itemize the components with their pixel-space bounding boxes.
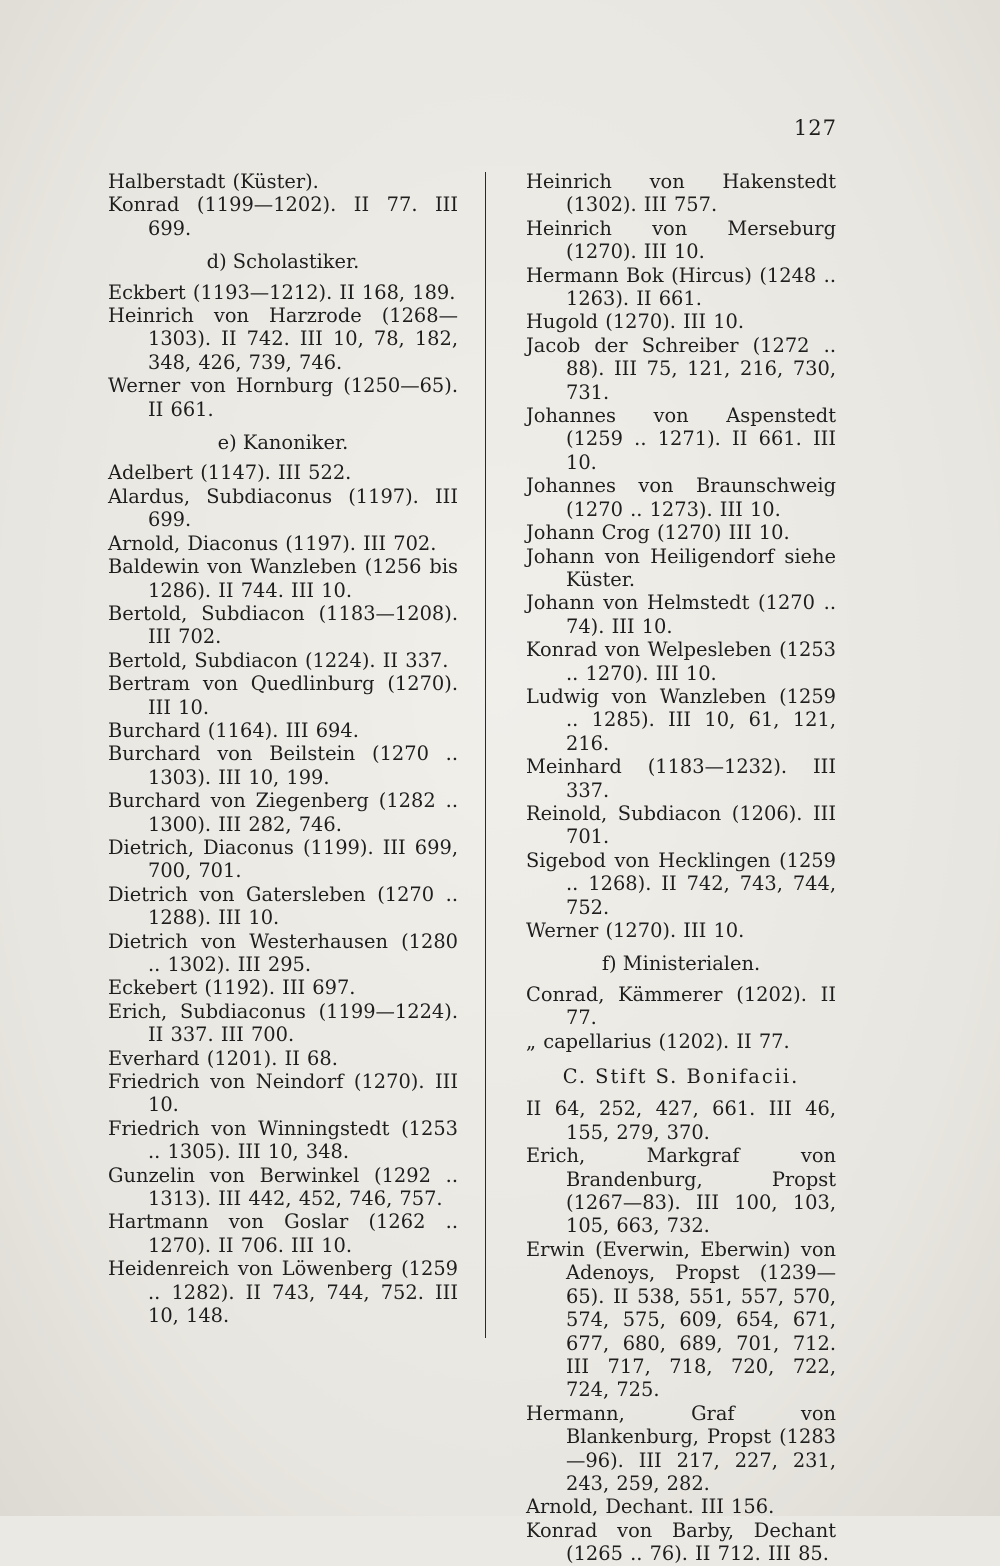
index-entry: Erwin (Everwin, Eberwin) von Adenoys, Propst (1239—65). II 538, 551, 557, 570, 574, 575, 609, 654, 671, 677, 680, 689, 701, 712. III 717, 718, 720, 722, 724, 725. [526,1237,836,1402]
index-entry: Johann von Heiligendorf siehe Küster. [526,544,836,591]
index-entry: Friedrich von Winningstedt (1253 .. 1305). III 10, 348. [108,1116,458,1164]
index-entry: Dietrich von Gatersleben (1270 .. 1288). III 10. [108,882,458,930]
index-entry: Erich, Markgraf von Brandenburg, Propst (1267—83). III 100, 103, 105, 663, 732. [526,1144,836,1238]
index-entry: Hermann Bok (Hircus) (1248 .. 1263). II 661. [526,263,836,311]
index-entry: „ capellarius (1202). II 77. [526,1029,790,1053]
index-entry: Eckbert (1193—1212). II 168, 189. [108,280,456,304]
index-entry: Johann von Helmstedt (1270 .. 74). III 10. [526,591,836,638]
index-entry: Heinrich von Hakenstedt (1302). III 757. [526,170,836,217]
index-entry: Burchard von Beilstein (1270 .. 1303). III 10, 199. [108,742,458,789]
right-column [526,170,836,1566]
index-entry: Everhard (1201). II 68. [108,1046,338,1070]
index-entry: Heinrich von Merseburg (1270). III 10. [526,216,836,264]
index-entry: Johannes von Aspenstedt (1259 .. 1271). II 661. III 10. [526,404,836,474]
index-entry: Arnold, Dechant. III 156. [526,1495,775,1519]
index-entry: Adelbert (1147). III 522. [108,461,352,485]
index-entry: Eckebert (1192). III 697. [108,976,356,1000]
index-entry: Gunzelin von Berwinkel (1292 .. 1313). III 442, 452, 746, 757. [108,1163,458,1211]
index-entry: Arnold, Diaconus (1197). III 702. [108,531,437,555]
index-entry: Bertram von Quedlinburg (1270). III 10. [108,672,458,719]
index-entry: Heinrich von Harzrode (1268—1303). II 742. III 10, 78, 182, 348, 426, 739, 746. [108,304,458,374]
index-entry: Meinhard (1183—1232). III 337. [526,755,836,802]
index-entry: Burchard (1164). III 694. [108,718,359,742]
index-entry: Ludwig von Wanzleben (1259 .. 1285). III 10, 61, 121, 216. [526,684,836,755]
index-entry: Dietrich von Westerhausen (1280 .. 1302). III 295. [108,929,458,976]
index-entry: Bertold, Subdiacon (1224). II 337. [108,648,449,672]
index-entry: II 64, 252, 427, 661. III 46, 155, 279, 370. [526,1097,836,1144]
index-entry: Hermann, Graf von Blankenburg, Propst (1283—96). III 217, 227, 231, 243, 259, 282. [526,1401,836,1495]
index-entry: Jacob der Schreiber (1272 .. 88). III 75, 121, 216, 730, 731. [526,333,836,404]
index-entry: Burchard von Ziegenberg (1282 .. 1300). III 282, 746. [108,789,458,836]
index-entry: Friedrich von Neindorf (1270). III 10. [108,1070,458,1117]
index-entry: Konrad von Barby, Dechant (1265 .. 76). II 712. III 85. [526,1518,836,1566]
section-heading: e) Kanoniker. [217,431,349,455]
index-entry: Hugold (1270). III 10. [526,310,745,334]
index-entry: Werner von Hornburg (1250—65). II 661. [108,374,458,421]
index-entry: Reinold, Subdiacon (1206). III 701. [526,801,836,849]
index-entry: Heidenreich von Löwenberg (1259 .. 1282). II 743, 744, 752. III 10, 148. [108,1257,458,1328]
index-entry: Halberstadt (Küster). [108,170,319,193]
section-heading: d) Scholastiker. [206,250,360,274]
index-entry: Hartmann von Goslar (1262 .. 1270). II 706. III 10. [108,1210,458,1257]
index-entry: Conrad, Kämmerer (1202). II 77. [526,982,836,1030]
index-entry: Baldewin von Wanzleben (1256 bis 1286). II 744. III 10. [108,555,458,602]
section-heading: f) Ministerialen. [601,952,761,976]
index-entry: Sigebod von Hecklingen (1259 .. 1268). II 742, 743, 744, 752. [526,848,836,919]
index-entry: Werner (1270). III 10. [526,919,745,942]
column-divider [485,172,486,1338]
index-entry: Alardus, Subdiaconus (1197). III 699. [108,484,458,532]
index-entry: Konrad von Welpesleben (1253 .. 1270). III 10. [526,638,836,685]
index-entry: Bertold, Subdiacon (1183—1208). III 702. [108,601,458,649]
left-column [108,170,458,1328]
index-entry: Konrad (1199—1202). II 77. III 699. [108,193,458,240]
index-entry: Erich, Subdiaconus (1199—1224). II 337. III 700. [108,999,458,1047]
page-number: 127 [793,116,837,140]
index-entry: Dietrich, Diaconus (1199). III 699, 700, 701. [108,835,458,883]
index-entry: Johann Crog (1270) III 10. [526,521,790,545]
section-heading: C. Stift S. Bonifacii. [562,1065,800,1089]
index-entry: Johannes von Braunschweig (1270 .. 1273). III 10. [526,474,836,521]
